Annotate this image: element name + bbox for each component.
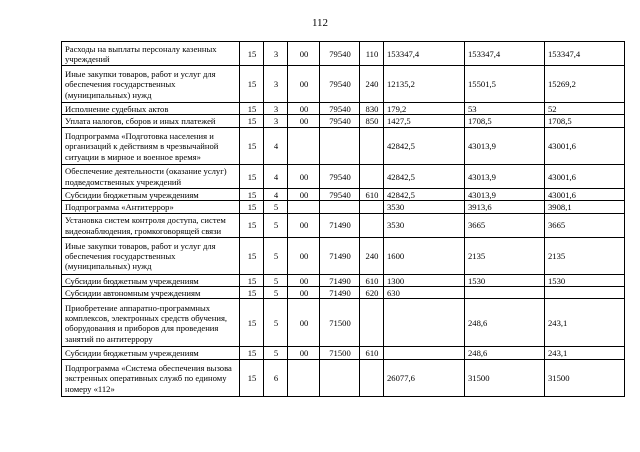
table-row [62, 66, 625, 103]
amount-year-2: 1530 [465, 274, 545, 286]
amount-year-1 [384, 299, 465, 347]
amount-year-3: 15269,2 [545, 66, 625, 103]
amount-year-2: 31500 [465, 359, 545, 396]
table-row [62, 164, 625, 188]
table-row [62, 274, 625, 286]
row-name: Приобретение аппаратно-программных комплексов, электронных средств обучения, оборудования и приборов для проведения занятий по антитеррору [62, 299, 240, 347]
row-name: Подпрограмма «Антитеррор» [62, 201, 240, 213]
expense-type-code [360, 201, 384, 213]
target-article-code: 71490 [320, 274, 360, 286]
amount-year-3: 243,1 [545, 347, 625, 359]
amount-year-1: 630 [384, 287, 465, 299]
target-article-code [320, 127, 360, 164]
program-code: 00 [288, 347, 320, 359]
section-code: 15 [240, 213, 264, 237]
row-name: Подпрограмма «Система обеспечения вызова экстренных оперативных служб по единому номеру «112» [62, 359, 240, 396]
amount-year-1: 3530 [384, 213, 465, 237]
row-name: Подпрограмма «Подготовка населения и организаций к действиям в чрезвычайной ситуации в мирное и военное время» [62, 127, 240, 164]
amount-year-2: 248,6 [465, 299, 545, 347]
amount-year-3: 43001,6 [545, 188, 625, 200]
target-article-code: 79540 [320, 115, 360, 127]
expense-type-code: 240 [360, 66, 384, 103]
program-code [288, 359, 320, 396]
section-code: 15 [240, 115, 264, 127]
expense-type-code: 610 [360, 347, 384, 359]
row-name: Субсидии бюджетным учреждениям [62, 188, 240, 200]
expense-type-code: 610 [360, 188, 384, 200]
amount-year-2: 2135 [465, 237, 545, 274]
program-code: 00 [288, 237, 320, 274]
target-article-code: 79540 [320, 42, 360, 66]
section-code: 15 [240, 274, 264, 286]
row-name: Субсидии бюджетным учреждениям [62, 347, 240, 359]
section-code: 15 [240, 299, 264, 347]
expense-type-code: 110 [360, 42, 384, 66]
subsection-code: 5 [264, 213, 288, 237]
table-row [62, 115, 625, 127]
expense-type-code [360, 213, 384, 237]
section-code: 15 [240, 164, 264, 188]
subsection-code: 5 [264, 274, 288, 286]
section-code: 15 [240, 103, 264, 115]
amount-year-2: 15501,5 [465, 66, 545, 103]
table-row [62, 287, 625, 299]
row-name: Установка систем контроля доступа, систем видеонаблюдения, громкоговорящей связи [62, 213, 240, 237]
subsection-code: 5 [264, 287, 288, 299]
program-code [288, 127, 320, 164]
section-code: 15 [240, 201, 264, 213]
target-article-code: 79540 [320, 164, 360, 188]
table-row [62, 188, 625, 200]
section-code: 15 [240, 237, 264, 274]
amount-year-3: 31500 [545, 359, 625, 396]
table-row [62, 237, 625, 274]
subsection-code: 3 [264, 42, 288, 66]
amount-year-1: 42842,5 [384, 164, 465, 188]
program-code: 00 [288, 274, 320, 286]
amount-year-1: 26077,6 [384, 359, 465, 396]
amount-year-3: 1708,5 [545, 115, 625, 127]
section-code: 15 [240, 359, 264, 396]
subsection-code: 3 [264, 115, 288, 127]
subsection-code: 3 [264, 103, 288, 115]
table-row [62, 201, 625, 213]
amount-year-3: 3665 [545, 213, 625, 237]
program-code: 00 [288, 213, 320, 237]
section-code: 15 [240, 66, 264, 103]
amount-year-3: 243,1 [545, 299, 625, 347]
expense-type-code [360, 164, 384, 188]
amount-year-1 [384, 347, 465, 359]
amount-year-1: 153347,4 [384, 42, 465, 66]
target-article-code: 71490 [320, 237, 360, 274]
subsection-code: 5 [264, 299, 288, 347]
expense-type-code: 620 [360, 287, 384, 299]
target-article-code [320, 201, 360, 213]
row-name: Расходы на выплаты персоналу казенных учреждений [62, 42, 240, 66]
row-name: Субсидии автономным учреждениям [62, 287, 240, 299]
amount-year-2: 248,6 [465, 347, 545, 359]
table-row [62, 213, 625, 237]
amount-year-3: 3908,1 [545, 201, 625, 213]
program-code: 00 [288, 115, 320, 127]
table-row [62, 347, 625, 359]
budget-table [61, 41, 625, 397]
target-article-code: 71500 [320, 299, 360, 347]
row-name: Иные закупки товаров, работ и услуг для обеспечения государственных (муниципальных) нужд [62, 237, 240, 274]
target-article-code: 79540 [320, 66, 360, 103]
expense-type-code: 830 [360, 103, 384, 115]
expense-type-code: 850 [360, 115, 384, 127]
table-body [62, 42, 625, 397]
amount-year-1: 42842,5 [384, 127, 465, 164]
table-row [62, 299, 625, 347]
subsection-code: 5 [264, 237, 288, 274]
section-code: 15 [240, 127, 264, 164]
amount-year-2 [465, 287, 545, 299]
expense-type-code [360, 299, 384, 347]
amount-year-2: 43013,9 [465, 188, 545, 200]
amount-year-2: 3665 [465, 213, 545, 237]
program-code: 00 [288, 66, 320, 103]
amount-year-1: 1600 [384, 237, 465, 274]
row-name: Обеспечение деятельности (оказание услуг) подведомственных учреждений [62, 164, 240, 188]
program-code: 00 [288, 287, 320, 299]
amount-year-1: 1427,5 [384, 115, 465, 127]
program-code: 00 [288, 103, 320, 115]
section-code: 15 [240, 42, 264, 66]
row-name: Субсидии бюджетным учреждениям [62, 274, 240, 286]
subsection-code: 5 [264, 347, 288, 359]
program-code: 00 [288, 164, 320, 188]
row-name: Уплата налогов, сборов и иных платежей [62, 115, 240, 127]
amount-year-1: 12135,2 [384, 66, 465, 103]
amount-year-3: 43001,6 [545, 127, 625, 164]
amount-year-3: 153347,4 [545, 42, 625, 66]
subsection-code: 4 [264, 188, 288, 200]
target-article-code: 79540 [320, 103, 360, 115]
page-number: 112 [311, 17, 329, 29]
amount-year-3: 43001,6 [545, 164, 625, 188]
expense-type-code: 610 [360, 274, 384, 286]
program-code: 00 [288, 299, 320, 347]
expense-type-code: 240 [360, 237, 384, 274]
subsection-code: 4 [264, 164, 288, 188]
table-row [62, 42, 625, 66]
amount-year-1: 179,2 [384, 103, 465, 115]
table-row [62, 127, 625, 164]
table-row [62, 359, 625, 396]
program-code: 00 [288, 42, 320, 66]
target-article-code: 71500 [320, 347, 360, 359]
row-name: Иные закупки товаров, работ и услуг для обеспечения государственных (муниципальных) нужд [62, 66, 240, 103]
expense-type-code [360, 359, 384, 396]
amount-year-2: 153347,4 [465, 42, 545, 66]
amount-year-2: 1708,5 [465, 115, 545, 127]
amount-year-3: 2135 [545, 237, 625, 274]
program-code: 00 [288, 188, 320, 200]
amount-year-3: 1530 [545, 274, 625, 286]
section-code: 15 [240, 287, 264, 299]
amount-year-2: 43013,9 [465, 164, 545, 188]
subsection-code: 5 [264, 201, 288, 213]
target-article-code [320, 359, 360, 396]
amount-year-3: 52 [545, 103, 625, 115]
subsection-code: 4 [264, 127, 288, 164]
amount-year-1: 1300 [384, 274, 465, 286]
section-code: 15 [240, 188, 264, 200]
target-article-code: 71490 [320, 213, 360, 237]
row-name: Исполнение судебных актов [62, 103, 240, 115]
program-code [288, 201, 320, 213]
table-row [62, 103, 625, 115]
target-article-code: 79540 [320, 188, 360, 200]
target-article-code: 71490 [320, 287, 360, 299]
amount-year-2: 53 [465, 103, 545, 115]
expense-type-code [360, 127, 384, 164]
section-code: 15 [240, 347, 264, 359]
amount-year-1: 42842,5 [384, 188, 465, 200]
amount-year-1: 3530 [384, 201, 465, 213]
subsection-code: 6 [264, 359, 288, 396]
subsection-code: 3 [264, 66, 288, 103]
amount-year-2: 3913,6 [465, 201, 545, 213]
amount-year-2: 43013,9 [465, 127, 545, 164]
amount-year-3 [545, 287, 625, 299]
